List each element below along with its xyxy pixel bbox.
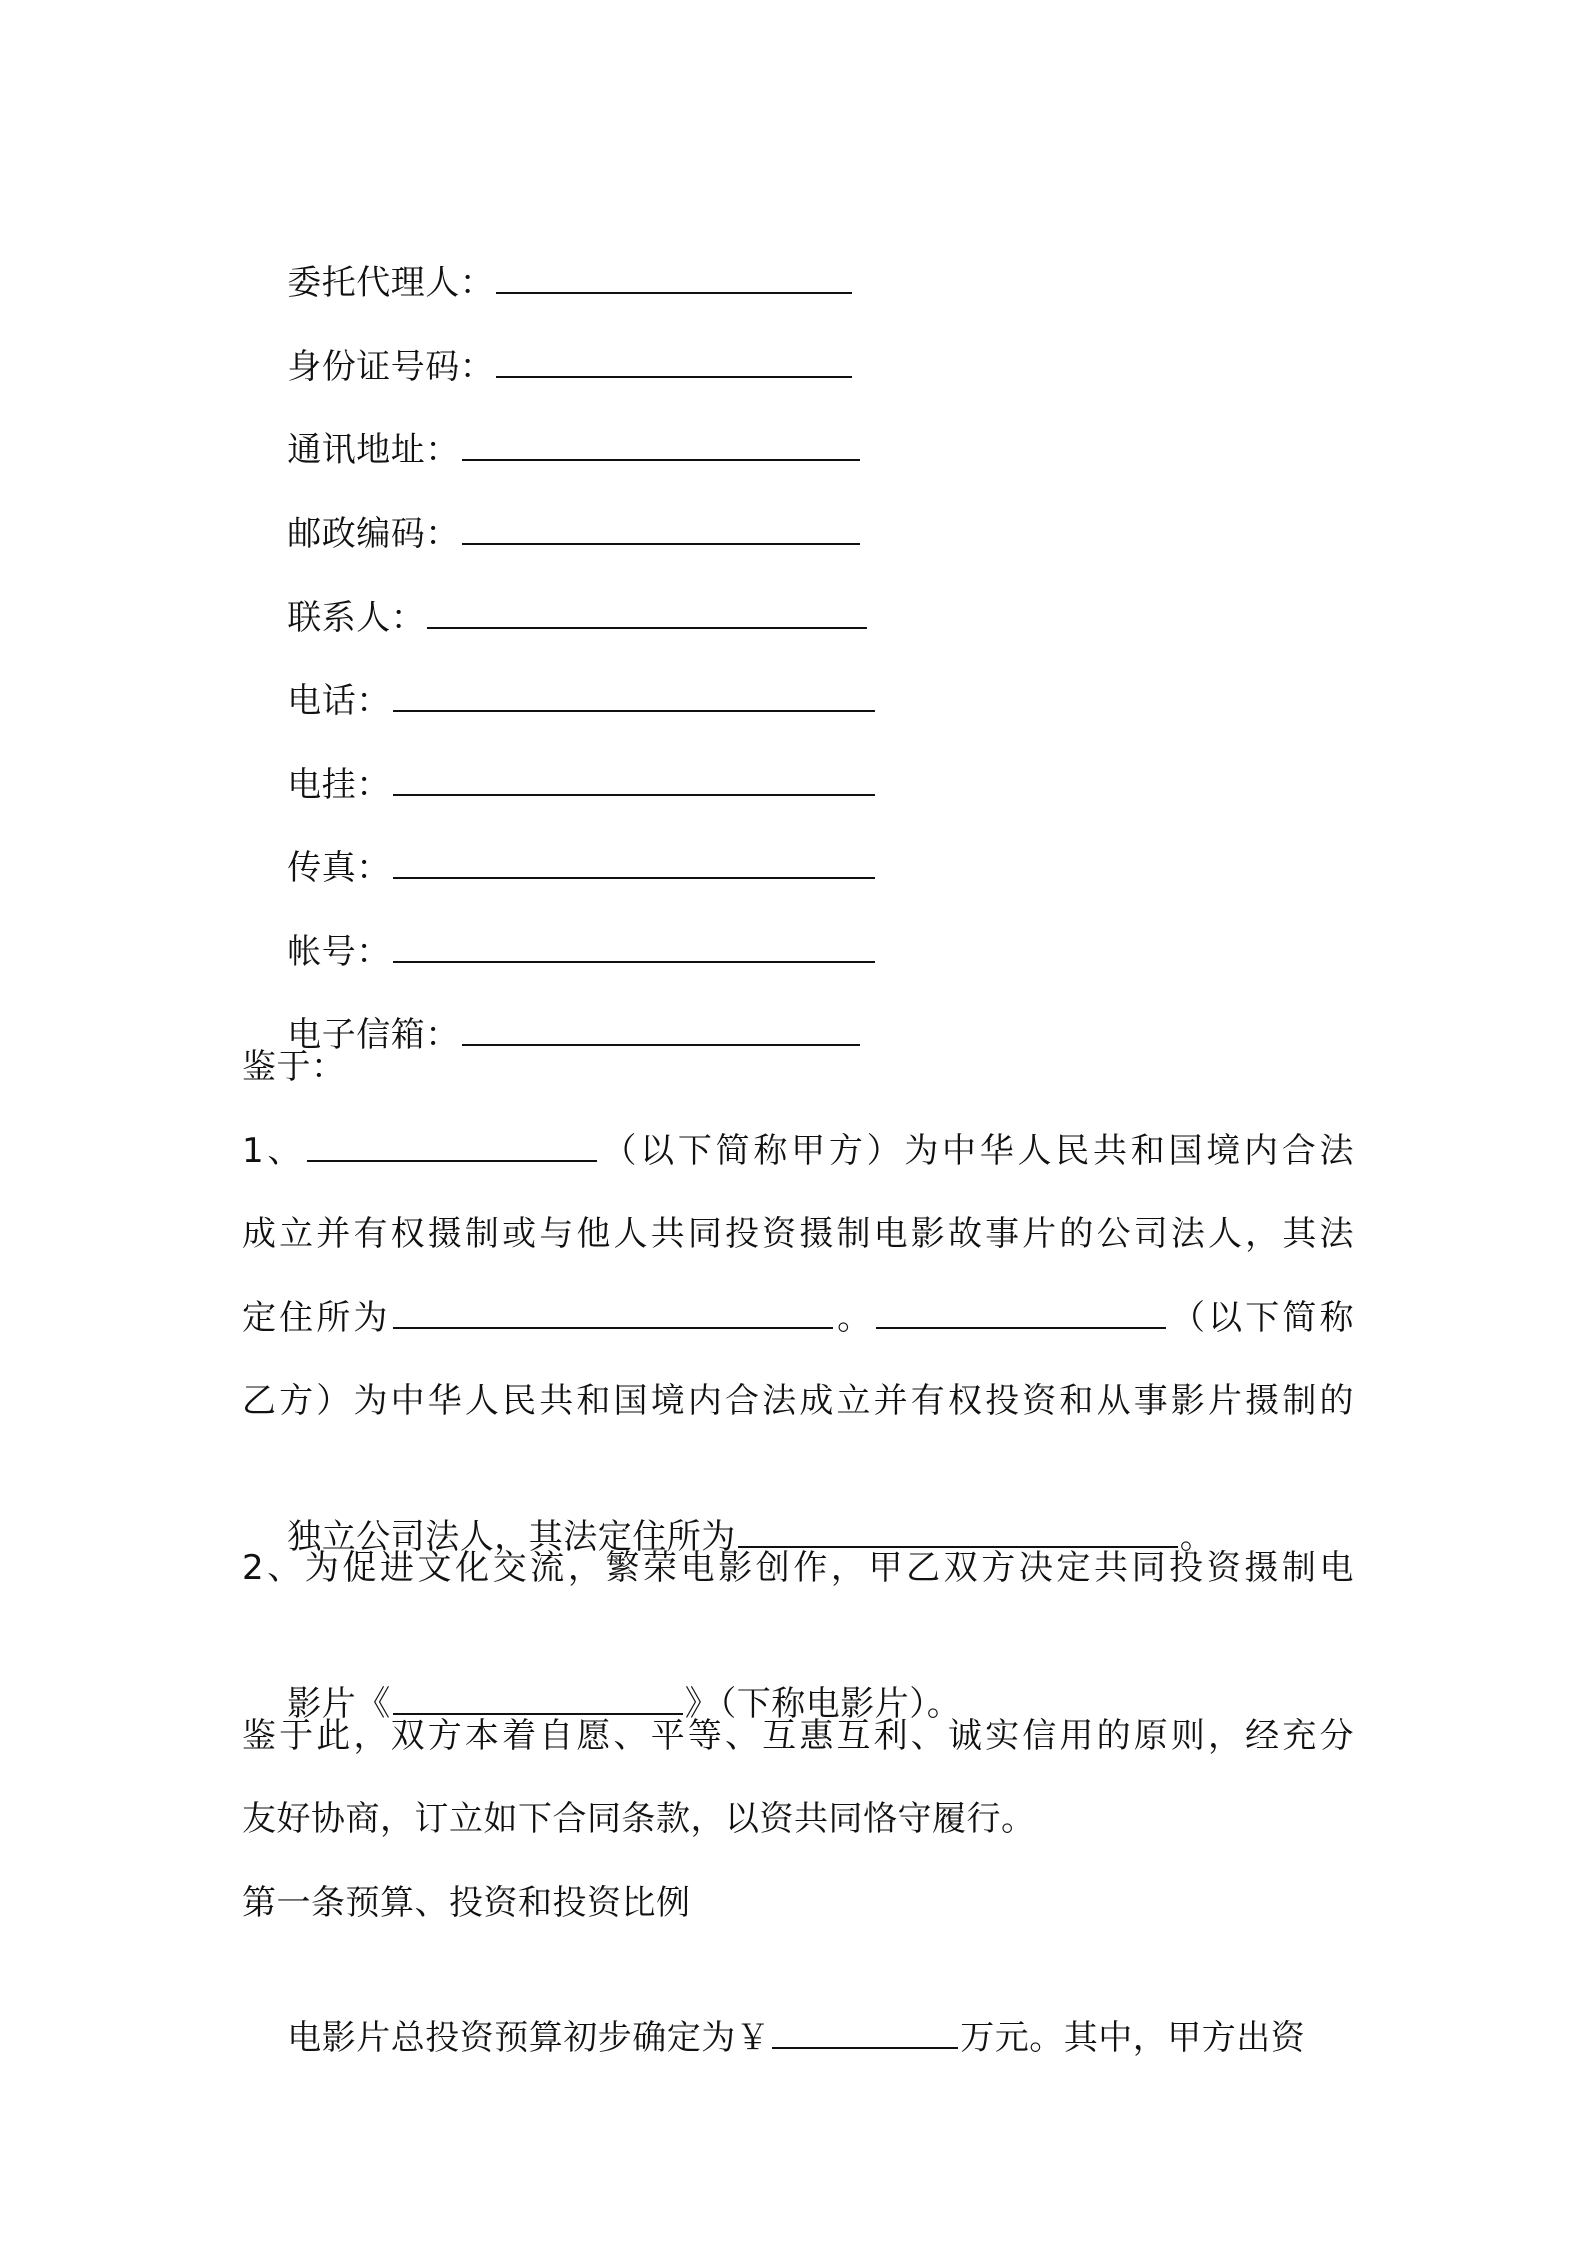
- item-text: （以下简称: [1168, 1298, 1355, 1338]
- whereas-item1-line2: 成立并有权摄制或与他人共同投资摄制电影故事片的公司法人，其法: [242, 1214, 1354, 1254]
- article-text: 电影片总投资预算初步确定为￥: [287, 2018, 771, 2058]
- blank-line: [307, 1126, 597, 1162]
- item-text: 。: [834, 1298, 875, 1338]
- field-label: 帐号：: [287, 932, 391, 972]
- field-label: 通讯地址：: [287, 430, 460, 470]
- item-text: 。: [1179, 1517, 1215, 1557]
- field-label: 电挂：: [287, 765, 391, 805]
- item-text: 定住所为: [242, 1298, 391, 1338]
- blank-line: [393, 1293, 833, 1329]
- item-text: 》（下称电影片）。: [684, 1684, 962, 1724]
- item-text: （以下简称甲方）为中华人民共和国境内合法: [599, 1131, 1354, 1171]
- blank-line: [462, 1010, 860, 1046]
- item-text: 独立公司法人，其法定住所为: [287, 1517, 736, 1557]
- field-label: 电话：: [287, 681, 391, 721]
- whereas-item1-line4: 乙方）为中华人民共和国境内合法成立并有权投资和从事影片摄制的: [242, 1381, 1354, 1421]
- whereas-item2-line1: 2、为促进文化交流，繁荣电影创作，甲乙双方决定共同投资摄制电: [242, 1548, 1354, 1588]
- conclusion-line1: 鉴于此，双方本着自愿、平等、互惠互利、诚实信用的原则，经充分: [242, 1716, 1354, 1756]
- conclusion-line2: 友好协商，订立如下合同条款，以资共同恪守履行。: [242, 1799, 1036, 1839]
- item-text: 影片《: [287, 1684, 391, 1724]
- field-label: 传真：: [287, 848, 391, 888]
- article-text: 万元。其中，甲方出资: [960, 2018, 1306, 2058]
- article1-title: 第一条预算、投资和投资比例: [242, 1883, 691, 1923]
- whereas-item1-line1: [242, 1125, 1354, 1177]
- whereas-item1-line3: [242, 1292, 1354, 1344]
- field-label: 委托代理人：: [287, 263, 495, 303]
- blank-line: [876, 1293, 1166, 1329]
- field-label: 电子信箱：: [287, 1015, 460, 1055]
- field-label: 联系人：: [287, 598, 426, 638]
- article1-text: [242, 1960, 1305, 2116]
- blank-line: [772, 2013, 958, 2049]
- field-label: 邮政编码：: [287, 514, 460, 554]
- field-label: 身份证号码：: [287, 347, 495, 387]
- item-number: 1、: [242, 1131, 306, 1171]
- whereas-heading: 鉴于：: [242, 1047, 346, 1087]
